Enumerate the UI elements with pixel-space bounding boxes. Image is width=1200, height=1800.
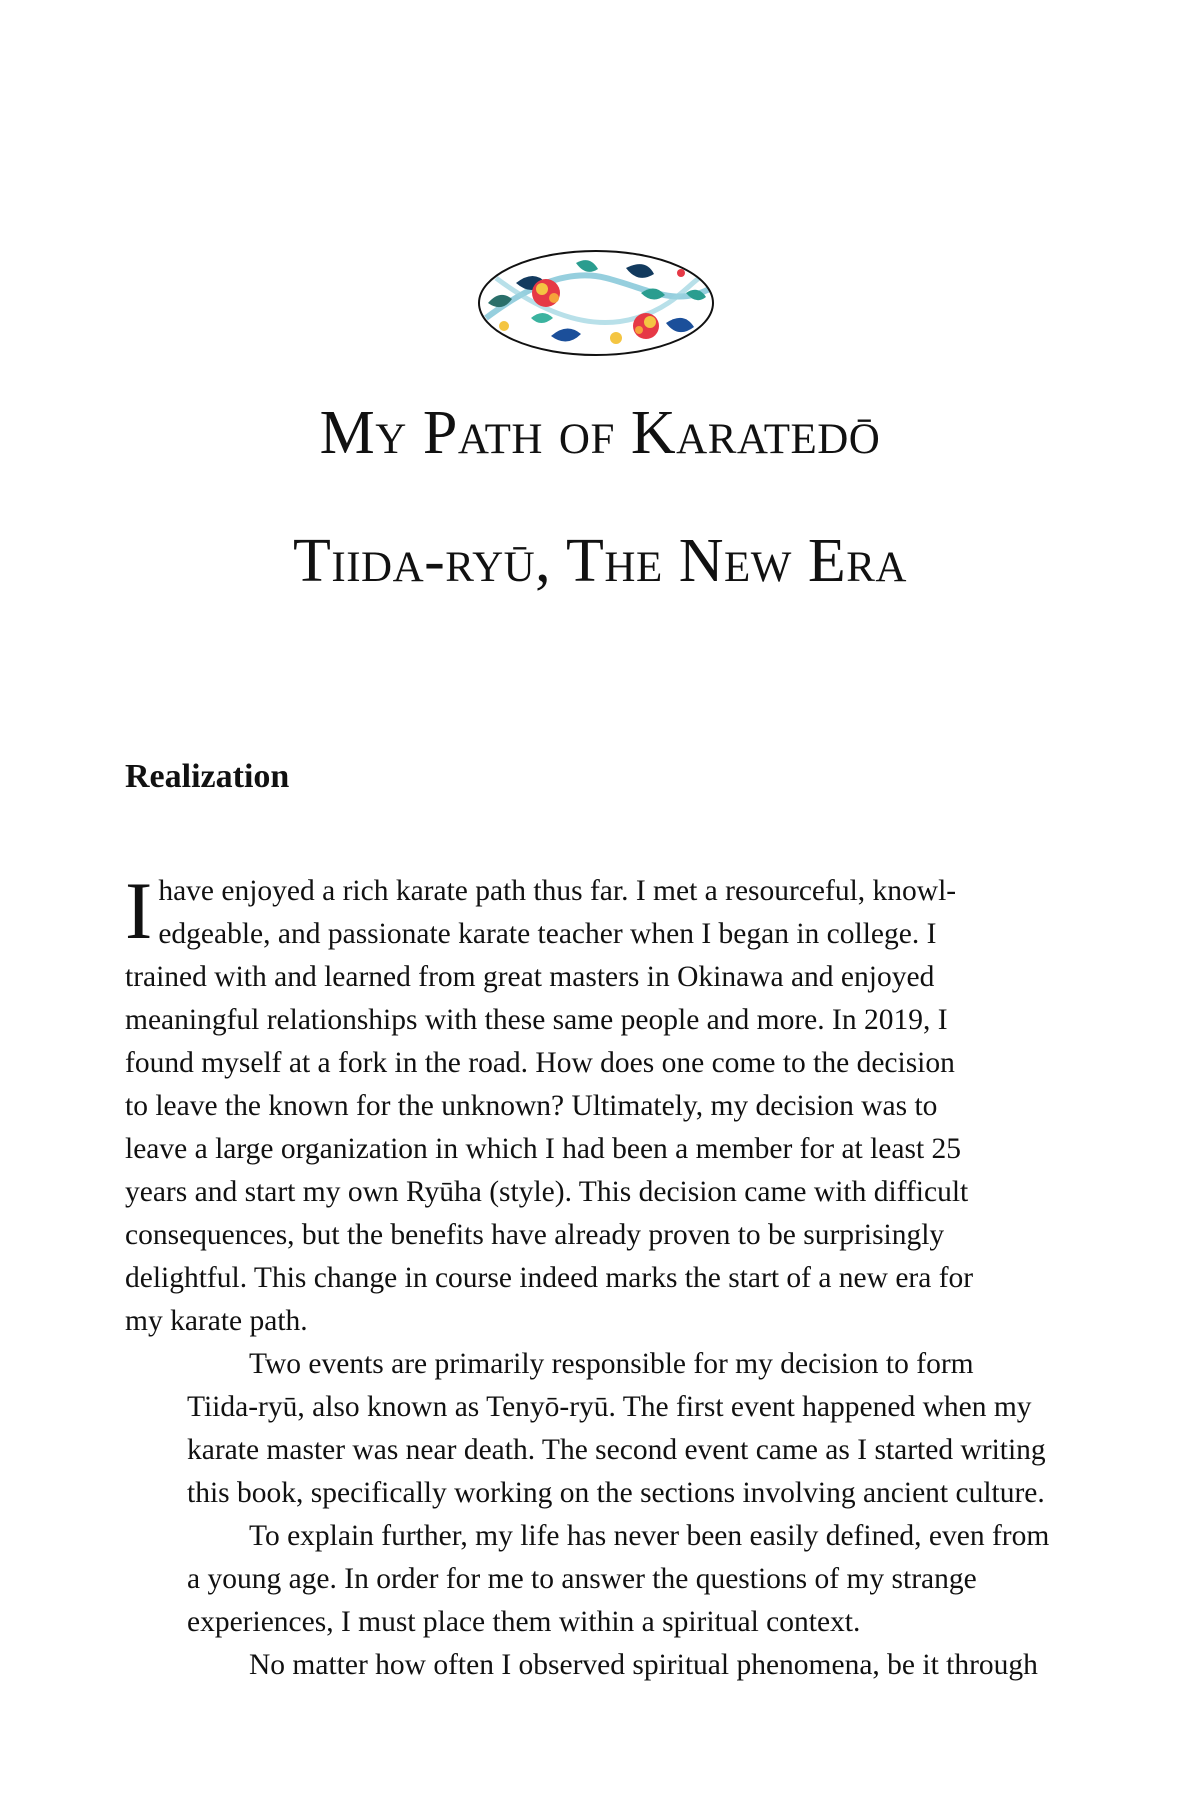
drop-cap: I — [125, 865, 153, 956]
paragraph-3 — [125, 1515, 1100, 1644]
text-line: this book, specifically working on the sections involving ancient culture. — [187, 1477, 1045, 1509]
body-text — [125, 865, 1100, 1687]
text-line: leave a large organization in which I had been a member for at least 25 — [125, 1133, 962, 1165]
text-line: have enjoyed a rich karate path thus far. I met a resourceful, knowl- — [158, 875, 957, 907]
text-line: my karate path. — [125, 1305, 308, 1337]
section-heading: Realization — [125, 758, 290, 795]
text-line: to leave the known for the unknown? Ultimately, my decision was to — [125, 1090, 938, 1122]
text-line: trained with and learned from great masters in Okinawa and enjoyed — [125, 961, 935, 993]
text-line: consequences, but the benefits have already proven to be surprisingly — [125, 1219, 945, 1251]
text-line: To explain further, my life has never been easily defined, even from — [249, 1520, 1050, 1552]
text-line: years and start my own Ryūha (style). This decision came with difficult — [125, 1176, 969, 1208]
text-line: Two events are primarily responsible for my decision to form — [249, 1348, 974, 1380]
floral-oval-ornament-icon — [476, 248, 716, 358]
book-title: My Path of Karatedō — [319, 399, 881, 467]
text-line: delightful. This change in course indeed marks the start of a new era for — [125, 1262, 974, 1294]
paragraph-2 — [125, 1343, 1100, 1515]
text-line: No matter how often I observed spiritual phenomena, be it through — [249, 1649, 1038, 1681]
text-line: Tiida-ryū, also known as Tenyō-ryū. The first event happened when my — [187, 1391, 1032, 1423]
text-line: a young age. In order for me to answer the questions of my strange — [187, 1563, 977, 1595]
text-line: karate master was near death. The second event came as I started writing — [187, 1434, 1046, 1466]
text-line: meaningful relationships with these same people and more. In 2019, I — [125, 1004, 948, 1036]
text-line: experiences, I must place them within a spiritual context. — [187, 1606, 861, 1638]
paragraph-4 — [125, 1644, 1100, 1687]
text-line: found myself at a fork in the road. How does one come to the decision — [125, 1047, 955, 1079]
book-subtitle: Tiida-ryū, The New Era — [293, 527, 907, 595]
paragraph-1 — [125, 865, 1100, 1343]
text-line: edgeable, and passionate karate teacher when I began in college. I — [158, 918, 937, 950]
